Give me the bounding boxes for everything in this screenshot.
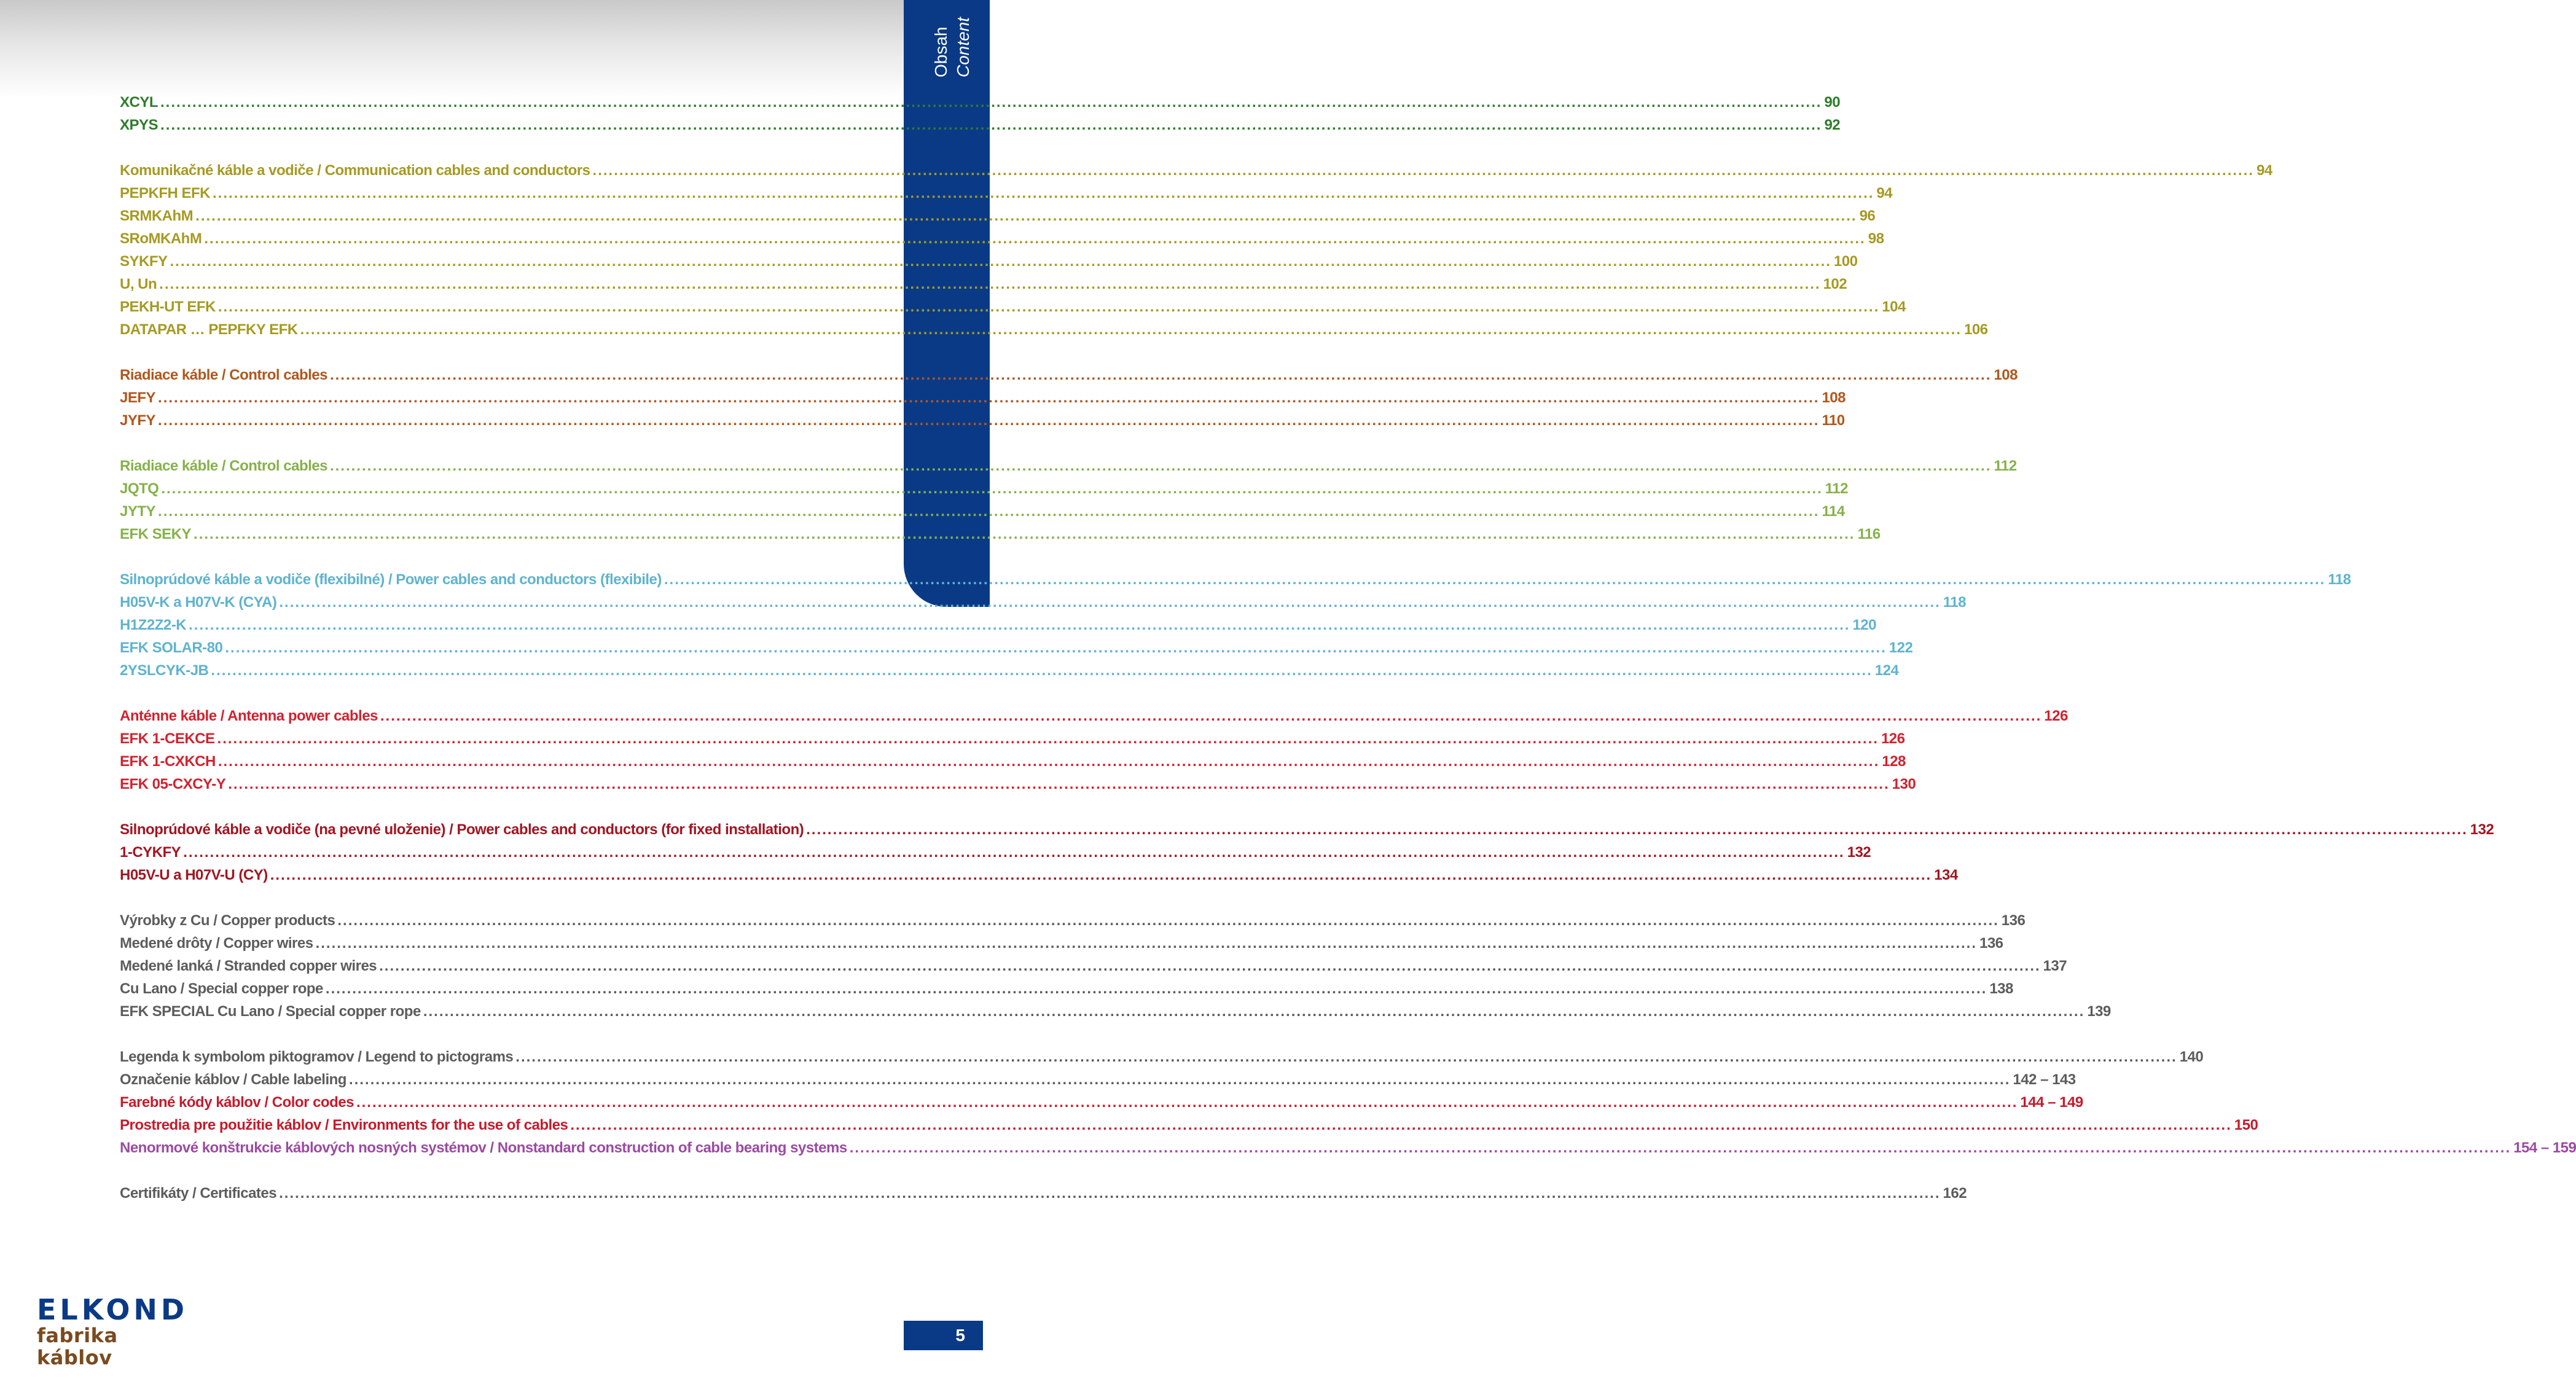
toc-entry-label: PEPKFH EFK — [120, 185, 211, 201]
toc-group — [120, 1182, 1967, 1205]
toc-dot-leader — [330, 455, 1991, 477]
toc-dot-leader — [279, 591, 1940, 614]
toc-entry-page: 122 — [1889, 639, 1913, 656]
toc-dot-leader — [159, 273, 1820, 295]
top-shade — [0, 0, 983, 98]
toc-dot-leader — [326, 977, 1987, 1000]
toc-dot-leader — [356, 1091, 2018, 1114]
toc-entry-page: 136 — [2001, 912, 2026, 929]
toc-entry-label: Farebné kódy káblov / Color codes — [120, 1094, 354, 1111]
toc-dot-leader — [330, 364, 1991, 386]
logo-brand: ELKOND — [37, 1293, 189, 1326]
toc-dot-leader — [195, 205, 1857, 227]
toc-entry[interactable] — [120, 318, 1988, 341]
toc-entry-page: 106 — [1963, 321, 1988, 338]
toc-entry-label: SYKFY — [120, 253, 168, 270]
toc-entry-label: JYFY — [120, 412, 156, 429]
toc-entry[interactable] — [120, 841, 1871, 864]
toc-entry[interactable] — [120, 364, 2018, 386]
toc-entry-page: 92 — [1824, 117, 1841, 133]
toc-dot-leader — [204, 227, 1865, 250]
toc-entry-label: 2YSLCYK-JB — [120, 662, 209, 679]
toc-entry-page: 138 — [1989, 980, 2013, 997]
toc-entry[interactable] — [120, 659, 1899, 682]
toc-entry[interactable] — [120, 568, 2351, 591]
table-of-contents — [120, 91, 2576, 1227]
toc-dot-leader — [217, 727, 1879, 750]
toc-dot-leader — [183, 841, 1844, 864]
toc-entry-label: Certifikáty / Certificates — [120, 1185, 277, 1202]
toc-dot-leader — [279, 1182, 1940, 1205]
toc-entry[interactable] — [120, 523, 1881, 545]
toc-entry-label: Anténne káble / Antenna power cables — [120, 708, 378, 724]
toc-entry[interactable] — [120, 295, 1906, 318]
toc-entry-page: 116 — [1857, 526, 1881, 542]
toc-dot-leader — [349, 1068, 2010, 1091]
toc-entry-label: Medené drôty / Copper wires — [120, 935, 313, 952]
toc-entry-page: 96 — [1859, 208, 1876, 224]
toc-group — [120, 818, 2494, 886]
toc-dot-leader — [161, 477, 1822, 500]
toc-entry-label: Výrobky z Cu / Copper products — [120, 912, 335, 929]
toc-entry-page: 90 — [1824, 94, 1841, 111]
toc-entry-page: 134 — [1934, 867, 1958, 883]
toc-entry[interactable] — [120, 250, 1858, 273]
toc-entry-label: EFK 1-CXKCH — [120, 753, 216, 770]
toc-entry-label: EFK 1-CEKCE — [120, 730, 215, 747]
toc-group — [120, 705, 2068, 796]
toc-entry[interactable] — [120, 91, 1841, 114]
side-tab-line1: Obsah — [931, 26, 950, 77]
toc-entry-label: SRMKAhM — [120, 208, 194, 224]
toc-entry-page: 118 — [2328, 571, 2351, 588]
toc-entry[interactable] — [120, 1182, 1967, 1205]
toc-dot-leader — [194, 523, 1855, 545]
toc-entry-page: 94 — [2256, 162, 2273, 179]
toc-entry[interactable] — [120, 1091, 2083, 1114]
toc-entry[interactable] — [120, 909, 2026, 932]
toc-entry-page: 132 — [1847, 844, 1871, 861]
toc-entry-page: 98 — [1868, 230, 1884, 247]
toc-group — [120, 159, 2273, 341]
toc-dot-leader — [228, 773, 1889, 796]
toc-entry[interactable] — [120, 205, 1876, 227]
toc-entry-label: H05V-U a H07V-U (CY) — [120, 867, 268, 883]
side-tab-label — [925, 18, 980, 80]
toc-dot-leader — [300, 318, 1962, 341]
toc-entry[interactable] — [120, 1068, 2076, 1091]
toc-group — [120, 909, 2111, 1023]
toc-dot-leader — [225, 636, 1886, 659]
toc-entry-page: 108 — [1822, 389, 1846, 406]
toc-entry-label: H05V-K a H07V-K (CYA) — [120, 594, 277, 611]
toc-entry[interactable] — [120, 477, 1848, 500]
toc-entry-label: JQTQ — [120, 480, 159, 497]
toc-dot-leader — [158, 500, 1819, 523]
toc-entry-label: Silnoprúdové káble a vodiče (na pevné uloženie) / Power cables and conductors (for fixed installation) — [120, 821, 804, 838]
toc-entry[interactable] — [120, 977, 2013, 1000]
toc-entry-page: 150 — [2234, 1117, 2258, 1133]
toc-entry[interactable] — [120, 455, 2017, 477]
toc-entry-label: DATAPAR … PEPFKY EFK — [120, 321, 298, 338]
toc-entry-page: 102 — [1823, 276, 1847, 292]
toc-group — [120, 91, 1841, 136]
toc-entry[interactable] — [120, 1114, 2258, 1136]
toc-dot-leader — [806, 818, 2467, 841]
toc-dot-leader — [337, 909, 1999, 932]
toc-dot-leader — [423, 1000, 2085, 1023]
toc-dot-leader — [211, 659, 1872, 682]
toc-entry[interactable] — [120, 818, 2494, 841]
toc-dot-leader — [160, 91, 1822, 114]
toc-entry-label: EFK SOLAR-80 — [120, 639, 223, 656]
page-number-tab — [904, 1321, 983, 1350]
toc-entry-label: JEFY — [120, 389, 156, 406]
toc-entry-page: 104 — [1882, 299, 1906, 315]
toc-entry-page: 154 – 159 — [2513, 1140, 2576, 1156]
toc-entry[interactable] — [120, 182, 1893, 205]
toc-dot-leader — [160, 114, 1822, 136]
toc-dot-leader — [593, 159, 2254, 182]
side-tab-line2: Content — [953, 17, 973, 77]
toc-entry-page: 136 — [1979, 935, 2003, 952]
toc-entry[interactable] — [120, 386, 1846, 409]
toc-dot-leader — [158, 386, 1819, 409]
toc-entry-label: SRoMKAhM — [120, 230, 202, 247]
toc-entry-label: H1Z2Z2-K — [120, 617, 187, 633]
toc-dot-leader — [170, 250, 1831, 273]
toc-dot-leader — [850, 1136, 2511, 1159]
toc-entry[interactable] — [120, 636, 1913, 659]
toc-entry-page: 100 — [1833, 253, 1858, 270]
toc-entry-page: 140 — [2179, 1049, 2204, 1065]
toc-entry-page: 132 — [2470, 821, 2494, 838]
toc-entry[interactable] — [120, 614, 1876, 636]
toc-entry-label: XCYL — [120, 94, 159, 111]
toc-entry[interactable] — [120, 500, 1845, 523]
toc-entry[interactable] — [120, 773, 1916, 796]
toc-entry-page: 128 — [1882, 753, 1906, 770]
toc-entry-page: 126 — [2044, 708, 2068, 724]
toc-entry-label: EFK SEKY — [120, 526, 192, 542]
toc-entry[interactable] — [120, 409, 1845, 432]
toc-group — [120, 364, 2018, 432]
toc-dot-leader — [515, 1046, 2177, 1068]
toc-entry-label: JYTY — [120, 503, 156, 520]
toc-entry[interactable] — [120, 1000, 2111, 1023]
toc-entry-label: EFK 05-CXCY-Y — [120, 776, 226, 792]
toc-dot-leader — [270, 864, 1932, 886]
logo-subtitle: fabrika káblov — [37, 1324, 118, 1369]
toc-entry-label: Silnoprúdové káble a vodiče (flexibilné) / Power cables and conductors (flexibile) — [120, 571, 662, 588]
toc-entry-label: XPYS — [120, 117, 159, 133]
toc-dot-leader — [380, 705, 2042, 727]
toc-entry-label: Legenda k symbolom piktogramov / Legend to pictograms — [120, 1049, 514, 1065]
page-number: 5 — [955, 1326, 965, 1345]
toc-entry-page: 130 — [1892, 776, 1916, 792]
toc-entry-label: Medené lanká / Stranded copper wires — [120, 958, 377, 974]
toc-entry-label: Označenie káblov / Cable labeling — [120, 1071, 346, 1088]
toc-entry-page: 139 — [2087, 1003, 2111, 1020]
toc-group — [120, 455, 2017, 545]
toc-dot-leader — [570, 1114, 2231, 1136]
toc-dot-leader — [379, 955, 2040, 977]
toc-entry[interactable] — [120, 159, 2273, 182]
toc-dot-leader — [316, 932, 1977, 955]
toc-entry[interactable] — [120, 1136, 2576, 1159]
toc-entry-page: 108 — [1994, 367, 2018, 383]
toc-entry[interactable] — [120, 591, 1966, 614]
toc-entry-label: PEKH-UT EFK — [120, 299, 216, 315]
toc-entry[interactable] — [120, 750, 1906, 773]
toc-dot-leader — [189, 614, 1850, 636]
toc-entry[interactable] — [120, 273, 1847, 295]
toc-entry-label: Komunikačné káble a vodiče / Communication cables and conductors — [120, 162, 590, 179]
toc-group — [120, 568, 2351, 682]
toc-entry-page: 120 — [1852, 617, 1876, 633]
toc-entry-label: Riadiace káble / Control cables — [120, 367, 327, 383]
toc-entry[interactable] — [120, 864, 1958, 886]
toc-entry-label: Riadiace káble / Control cables — [120, 458, 327, 474]
toc-entry[interactable] — [120, 1046, 2204, 1068]
toc-entry-label: Prostredia pre použitie káblov / Environments for the use of cables — [120, 1117, 568, 1133]
toc-dot-leader — [664, 568, 2325, 591]
toc-entry-page: 144 – 149 — [2020, 1094, 2083, 1111]
toc-entry-page: 110 — [1822, 412, 1845, 429]
toc-entry-page: 162 — [1943, 1185, 1967, 1202]
toc-entry[interactable] — [120, 955, 2067, 977]
toc-entry-page: 118 — [1943, 594, 1966, 611]
toc-dot-leader — [218, 750, 1879, 773]
toc-dot-leader — [218, 295, 1879, 318]
toc-entry-page: 114 — [1822, 503, 1845, 520]
toc-entry[interactable] — [120, 705, 2068, 727]
toc-dot-leader — [213, 182, 1874, 205]
toc-dot-leader — [158, 409, 1819, 432]
toc-entry[interactable] — [120, 114, 1841, 136]
toc-entry-page: 124 — [1874, 662, 1899, 679]
toc-entry-label: U, Un — [120, 276, 157, 292]
toc-entry-label: Nenormové konštrukcie káblových nosných systémov / Nonstandard construction of cable bearing systems — [120, 1140, 847, 1156]
toc-entry-label: Cu Lano / Special copper rope — [120, 980, 323, 997]
toc-group — [120, 1046, 2576, 1159]
toc-entry[interactable] — [120, 227, 1884, 250]
toc-entry-page: 112 — [1825, 480, 1848, 497]
toc-entry-page: 94 — [1876, 185, 1893, 201]
toc-entry-page: 142 – 143 — [2013, 1071, 2076, 1088]
toc-entry[interactable] — [120, 727, 1905, 750]
toc-entry-label: 1-CYKFY — [120, 844, 181, 861]
toc-entry-label: EFK SPECIAL Cu Lano / Special copper rope — [120, 1003, 421, 1020]
toc-entry-page: 112 — [1994, 458, 2017, 474]
toc-entry-page: 137 — [2043, 958, 2067, 974]
logo — [37, 1293, 197, 1369]
toc-entry-page: 126 — [1881, 730, 1905, 747]
toc-entry[interactable] — [120, 932, 2003, 955]
